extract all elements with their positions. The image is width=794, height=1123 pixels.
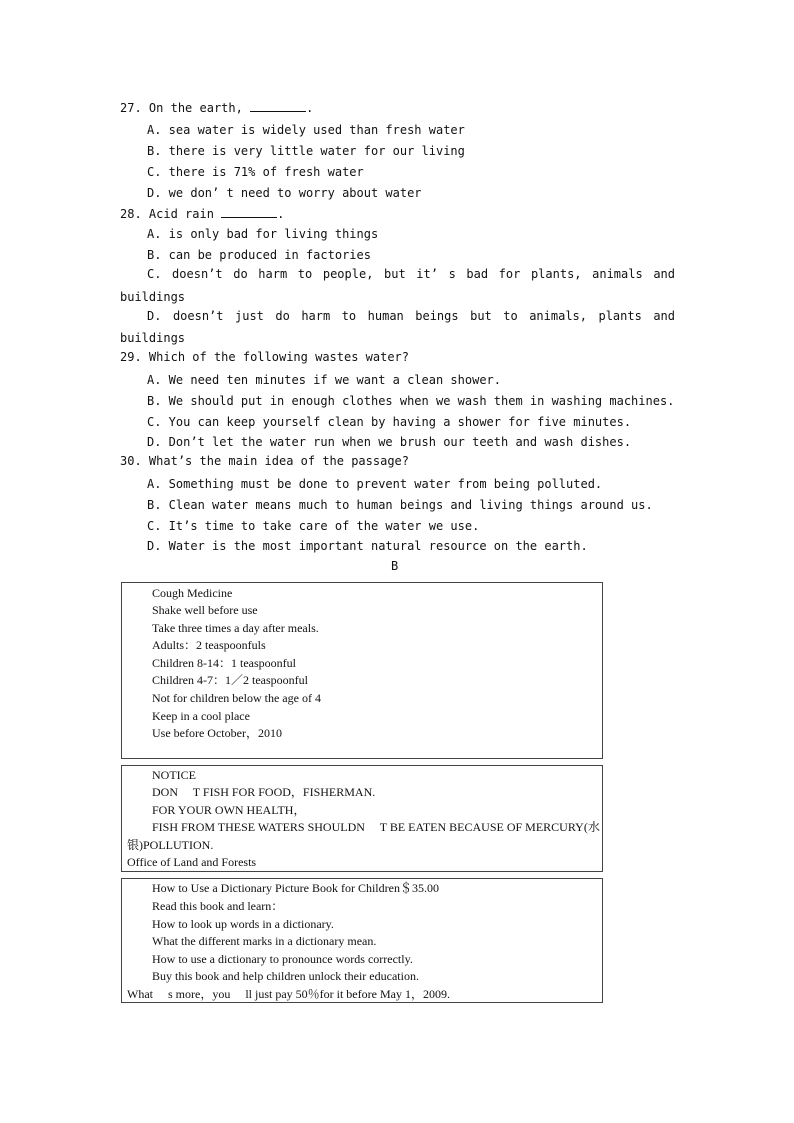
book-line: What the different marks in a dictionary mean. — [152, 934, 377, 948]
medicine-line: Keep in a cool place — [152, 709, 250, 723]
section-label: B — [391, 559, 399, 573]
option-27-b: B. there is very little water for our living — [147, 144, 465, 158]
book-line: Buy this book and help children unlock their education. — [152, 969, 419, 983]
option-28-b: B. can be produced in factories — [147, 248, 371, 262]
option-29-c: C. You can keep yourself clean by having a shower for five minutes. — [147, 415, 632, 429]
notice-line: FISH FROM THESE WATERS SHOULDN T BE EATEN BECAUSE OF MERCURY(水 — [152, 820, 600, 834]
option-27-a: A. sea water is widely used than fresh water — [147, 123, 465, 137]
notice-line: DON T FISH FOR FOOD，FISHERMAN. — [152, 785, 376, 799]
notice-line: 银)POLLUTION. — [127, 838, 214, 852]
notice-title: NOTICE — [152, 768, 196, 782]
medicine-line: Cough Medicine — [152, 586, 233, 600]
option-28-d-line1: D. doesn’t just do harm to human beings but to animals, plants and — [147, 309, 675, 323]
notice-line: FOR YOUR OWN HEALTH， — [152, 803, 306, 817]
medicine-line: Use before October，2010 — [152, 726, 282, 740]
option-30-a: A. Something must be done to prevent water from being polluted. — [147, 477, 603, 491]
book-line: Read this book and learn： — [152, 899, 284, 913]
medicine-line: Shake well before use — [152, 603, 258, 617]
question-28-stem: 28. Acid rain . — [120, 207, 285, 221]
option-28-c-line2: buildings — [120, 290, 186, 304]
answer-blank — [221, 206, 277, 218]
medicine-line: Children 8-14：1 teaspoonful — [152, 656, 296, 670]
option-27-c: C. there is 71% of fresh water — [147, 165, 364, 179]
book-offer-line: What s more，you ll just pay 50％for it before May 1，2009. — [127, 987, 450, 1001]
medicine-line: Not for children below the age of 4 — [152, 691, 321, 705]
medicine-label-box — [121, 582, 603, 759]
answer-blank — [250, 100, 306, 112]
option-28-c-line1: C. doesn’t do harm to people, but it’ s bad for plants, animals and — [147, 267, 675, 281]
notice-box — [121, 765, 603, 872]
option-27-d: D. we don’ t need to worry about water — [147, 186, 422, 200]
option-28-d-line2: buildings — [120, 331, 186, 345]
question-29-stem: 29. Which of the following wastes water? — [120, 350, 410, 364]
question-27-stem: 27. On the earth, . — [120, 101, 314, 115]
book-line: How to use a dictionary to pronounce words correctly. — [152, 952, 413, 966]
book-title: How to Use a Dictionary Picture Book for Children＄35.00 — [152, 881, 439, 895]
option-30-d: D. Water is the most important natural resource on the earth. — [147, 539, 588, 553]
book-ad-box — [121, 878, 603, 1003]
option-29-a: A. We need ten minutes if we want a clean shower. — [147, 373, 502, 387]
option-30-c: C. It’s time to take care of the water we use. — [147, 519, 480, 533]
medicine-line: Adults：2 teaspoonfuls — [152, 638, 266, 652]
option-29-d: D. Don’t let the water run when we brush our teeth and wash dishes. — [147, 435, 632, 449]
question-30-stem: 30. What’s the main idea of the passage? — [120, 454, 410, 468]
option-29-b: B. We should put in enough clothes when we wash them in washing machines. — [147, 394, 675, 408]
option-28-a: A. is only bad for living things — [147, 227, 379, 241]
medicine-line: Children 4-7：1／2 teaspoonful — [152, 673, 308, 687]
book-line: How to look up words in a dictionary. — [152, 917, 334, 931]
option-30-b: B. Clean water means much to human beings and living things around us. — [147, 498, 653, 512]
notice-signature: Office of Land and Forests — [127, 855, 257, 869]
medicine-line: Take three times a day after meals. — [152, 621, 319, 635]
